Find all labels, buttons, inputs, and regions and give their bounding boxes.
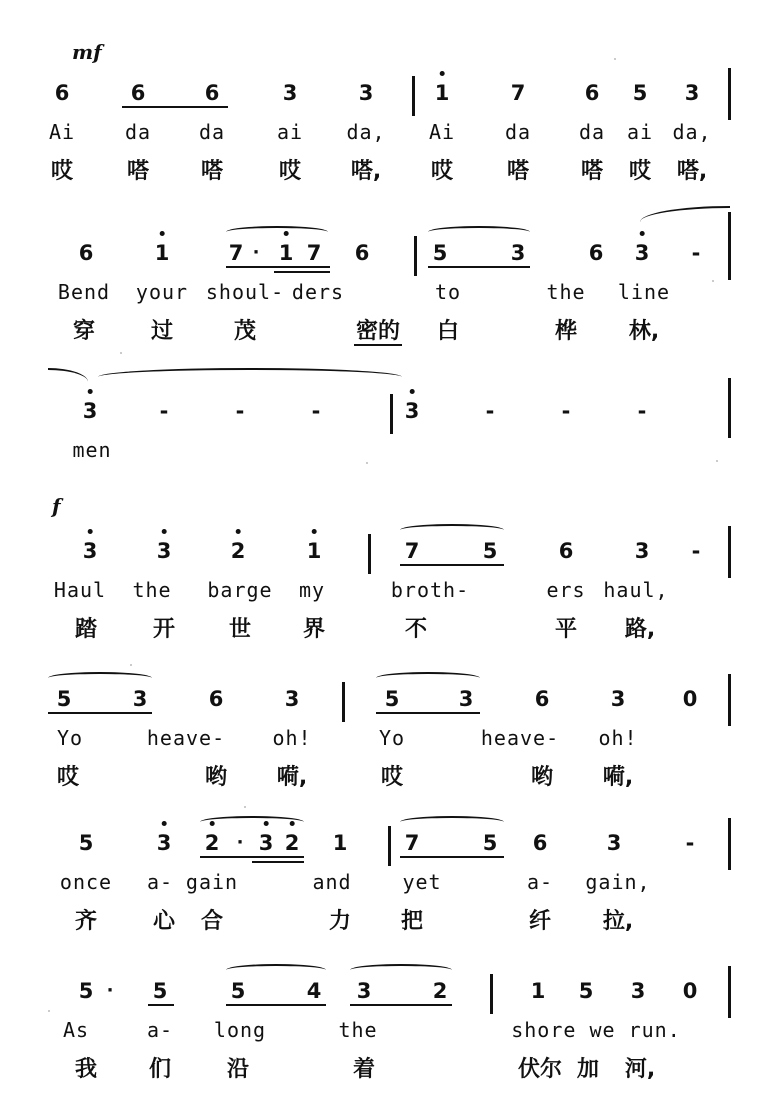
- slur: [48, 368, 88, 382]
- note: 4: [306, 979, 322, 1003]
- note: 5: [152, 979, 168, 1003]
- beam-underline: [350, 1004, 452, 1006]
- note: 5: [384, 687, 400, 711]
- note: 3: [635, 240, 650, 266]
- note: 1: [155, 240, 170, 266]
- lyric-zh: 嗬,: [602, 765, 634, 790]
- lyric-en: da: [124, 120, 152, 144]
- lyric-zh: 沿: [226, 1057, 250, 1082]
- note: 3: [157, 830, 172, 856]
- dynamic-mf: mf: [72, 40, 102, 64]
- slur: [400, 816, 504, 828]
- note: 1: [435, 80, 450, 106]
- note: 2: [285, 830, 300, 856]
- augmentation-dot: ·: [252, 242, 260, 263]
- note: 1: [279, 240, 294, 266]
- barline: [728, 674, 731, 726]
- lyric-zh: 哎: [56, 765, 80, 790]
- barline: [728, 526, 731, 578]
- lyric-zh: 穿: [72, 319, 96, 344]
- slur: [428, 226, 530, 238]
- note: 3: [356, 979, 372, 1003]
- lyric-en: oh!: [272, 726, 312, 750]
- note: 3: [284, 687, 300, 711]
- lyric-zh: 哟: [530, 765, 554, 790]
- lyric-en: Yo: [56, 726, 84, 750]
- lyric-en: and: [312, 870, 352, 894]
- lyric-zh: 我: [74, 1057, 98, 1082]
- dash-note: -: [311, 399, 321, 423]
- lyric-en: long: [213, 1018, 267, 1042]
- note: 5: [632, 81, 648, 105]
- lyric-zh: 纤: [528, 909, 552, 934]
- note: 3: [157, 538, 172, 564]
- note: 6: [54, 81, 70, 105]
- octave-dot: [162, 821, 167, 826]
- scan-speck: [120, 352, 122, 354]
- note: 1: [332, 831, 348, 855]
- dash-note: -: [637, 399, 647, 423]
- dash-note: -: [485, 399, 495, 423]
- lyric-zh: 平: [554, 617, 578, 642]
- lyric-en: ai: [276, 120, 304, 144]
- octave-dot: [640, 231, 645, 236]
- lyric-en: da: [198, 120, 226, 144]
- lyric-en: a-: [146, 1018, 174, 1042]
- beam-underline-double: [252, 861, 304, 863]
- note: 6: [558, 539, 574, 563]
- note: 6: [532, 831, 548, 855]
- note: 3: [405, 398, 420, 424]
- note: 5: [230, 979, 246, 1003]
- lyric-en: Bend: [57, 280, 111, 304]
- dash-note: -: [691, 539, 701, 563]
- lyric-zh: 嗒: [126, 159, 150, 184]
- scan-speck: [244, 806, 246, 808]
- lyric-en: da: [504, 120, 532, 144]
- beam-underline-double: [274, 271, 330, 273]
- octave-dot: [290, 821, 295, 826]
- lyric-en: Ai: [48, 120, 76, 144]
- beam-underline: [226, 266, 330, 268]
- barline: [728, 68, 731, 120]
- lyric-zh: 过: [150, 319, 174, 344]
- note: 3: [684, 81, 700, 105]
- lyric-en: da,: [672, 120, 712, 144]
- lyric-zh: 嗬,: [276, 765, 308, 790]
- slur: [376, 672, 480, 684]
- octave-dot: [236, 529, 241, 534]
- rest-note: 0: [682, 687, 698, 711]
- note: 3: [132, 687, 148, 711]
- note: 7: [404, 831, 420, 855]
- lyric-zh: 嗒: [506, 159, 530, 184]
- lyric-en: shoul-: [205, 280, 285, 304]
- lyric-zh: 力: [328, 909, 352, 934]
- note: 6: [208, 687, 224, 711]
- lyric-zh: 拉,: [602, 909, 634, 934]
- octave-dot: [88, 389, 93, 394]
- note: 3: [606, 831, 622, 855]
- octave-dot: [284, 231, 289, 236]
- lyric-zh: 哎: [628, 159, 652, 184]
- lyric-zh: 哎: [278, 159, 302, 184]
- lyric-zh: 桦: [554, 319, 578, 344]
- dynamic-f: f: [52, 494, 61, 518]
- barline: [728, 818, 731, 870]
- lyric-zh: 齐: [74, 909, 98, 934]
- lyric-zh: 路,: [624, 617, 656, 642]
- barline: [342, 682, 345, 722]
- dash-note: -: [159, 399, 169, 423]
- note: 5: [482, 831, 498, 855]
- note: 5: [78, 831, 94, 855]
- lyric-en: once: [59, 870, 113, 894]
- octave-dot: [410, 389, 415, 394]
- lyric-en: heave-: [480, 726, 560, 750]
- lyric-en: oh!: [598, 726, 638, 750]
- octave-dot: [160, 231, 165, 236]
- scan-speck: [712, 280, 714, 282]
- lyric-zh: 不: [404, 617, 428, 642]
- barline: [388, 826, 391, 866]
- barline: [728, 212, 731, 280]
- lyric-en: da: [578, 120, 606, 144]
- lyric-zh: 们: [148, 1057, 172, 1082]
- note: 3: [458, 687, 474, 711]
- lyric-en: to: [434, 280, 462, 304]
- slur: [350, 964, 452, 976]
- lyric-zh: 嗒: [580, 159, 604, 184]
- lyric-en: ers: [546, 578, 586, 602]
- lyric-en: a-: [526, 870, 554, 894]
- lyric-en: the: [338, 1018, 378, 1042]
- beam-underline: [122, 106, 228, 108]
- note: 1: [307, 538, 322, 564]
- lyric-en: shore we run.: [511, 1018, 681, 1042]
- lyric-zh: 开: [152, 617, 176, 642]
- lyric-en: barge: [207, 578, 273, 602]
- barline: [390, 394, 393, 434]
- lyric-zh: 哎: [380, 765, 404, 790]
- dash-note: -: [691, 241, 701, 265]
- dash-note: -: [235, 399, 245, 423]
- note: 3: [510, 241, 526, 265]
- note: 3: [634, 539, 650, 563]
- lyric-en: a-: [146, 870, 174, 894]
- lyric-zh: 世: [228, 617, 252, 642]
- note: 6: [534, 687, 550, 711]
- dash-note: -: [685, 831, 695, 855]
- note: 7: [404, 539, 420, 563]
- lyric-en: your: [135, 280, 189, 304]
- lyric-zh: 界: [302, 617, 326, 642]
- beam-underline: [48, 712, 152, 714]
- augmentation-dot: ·: [236, 832, 244, 853]
- note: 3: [610, 687, 626, 711]
- octave-dot: [162, 529, 167, 534]
- lyric-en: ders: [291, 280, 345, 304]
- note: 3: [83, 398, 98, 424]
- lyric-zh: 嗒,: [350, 159, 382, 184]
- scan-speck: [48, 1010, 50, 1012]
- lyric-en: gain: [185, 870, 239, 894]
- lyric-en: Haul: [53, 578, 107, 602]
- lyric-en: heave-: [146, 726, 226, 750]
- scan-speck: [130, 664, 132, 666]
- lyric-en: As: [62, 1018, 90, 1042]
- lyric-zh: 河,: [624, 1057, 656, 1082]
- note: 2: [205, 830, 220, 856]
- lyric-zh: 密的: [355, 319, 401, 344]
- note: 3: [358, 81, 374, 105]
- lyric-zh: 白: [436, 319, 460, 344]
- scan-speck: [366, 462, 368, 464]
- rest-note: 0: [682, 979, 698, 1003]
- slur: [200, 816, 304, 828]
- slur: [400, 524, 504, 536]
- note: 7: [306, 241, 322, 265]
- note: 6: [354, 241, 370, 265]
- note: 2: [231, 538, 246, 564]
- lyric-en: Ai: [428, 120, 456, 144]
- lyric-zh: 合: [200, 909, 224, 934]
- lyric-zh: 加: [576, 1057, 600, 1082]
- beam-underline: [400, 856, 504, 858]
- octave-dot: [88, 529, 93, 534]
- note: 6: [584, 81, 600, 105]
- lyric-en: haul,: [603, 578, 669, 602]
- slur: [226, 964, 326, 976]
- lyric-zh: 茂: [233, 319, 257, 344]
- scan-speck: [716, 460, 718, 462]
- lyric-en: broth-: [390, 578, 470, 602]
- lyric-zh: 林,: [628, 319, 660, 344]
- lyric-en: men: [72, 438, 112, 462]
- lyric-en: da,: [346, 120, 386, 144]
- barline: [728, 378, 731, 438]
- note: 5: [578, 979, 594, 1003]
- note: 7: [510, 81, 526, 105]
- slur: [48, 672, 152, 684]
- note: 5: [432, 241, 448, 265]
- barline: [368, 534, 371, 574]
- lyric-zh: 嗒,: [676, 159, 708, 184]
- beam-underline: [376, 712, 480, 714]
- barline: [728, 966, 731, 1018]
- octave-dot: [210, 821, 215, 826]
- lyric-en: gain,: [585, 870, 651, 894]
- note: 5: [56, 687, 72, 711]
- note: 6: [130, 81, 146, 105]
- lyric-zh: 哎: [50, 159, 74, 184]
- octave-dot: [312, 529, 317, 534]
- octave-dot: [264, 821, 269, 826]
- note: 5: [78, 979, 94, 1003]
- slur: [226, 226, 328, 238]
- note: 3: [83, 538, 98, 564]
- augmentation-dot: ·: [106, 980, 114, 1001]
- beam-underline: [148, 1004, 174, 1006]
- lyric-zh: 把: [400, 909, 424, 934]
- note: 6: [78, 241, 94, 265]
- note: 2: [432, 979, 448, 1003]
- note: 5: [482, 539, 498, 563]
- note: 6: [588, 241, 604, 265]
- beam-underline: [200, 856, 304, 858]
- lyric-en: the: [132, 578, 172, 602]
- lyric-en: line: [617, 280, 671, 304]
- note: 7: [228, 241, 244, 265]
- lyric-zh: 哎: [430, 159, 454, 184]
- dash-note: -: [561, 399, 571, 423]
- lyric-zh: 踏: [74, 617, 98, 642]
- barline: [412, 76, 415, 116]
- lyric-zh: 嗒: [200, 159, 224, 184]
- lyric-zh: 心: [152, 909, 176, 934]
- barline: [490, 974, 493, 1014]
- note: 3: [282, 81, 298, 105]
- lyric-en: my: [298, 578, 326, 602]
- beam-underline: [428, 266, 530, 268]
- slur: [640, 206, 730, 222]
- scan-speck: [614, 58, 616, 60]
- note: 3: [259, 830, 274, 856]
- barline: [414, 236, 417, 276]
- lyric-en: Yo: [378, 726, 406, 750]
- beam-underline: [226, 1004, 326, 1006]
- note: 3: [630, 979, 646, 1003]
- slur: [98, 368, 402, 386]
- beam-underline: [400, 564, 504, 566]
- lyric-zh: 着: [352, 1057, 376, 1082]
- octave-dot: [440, 71, 445, 76]
- lyric-zh: 伏尔: [517, 1057, 563, 1082]
- lyric-en: ai: [626, 120, 654, 144]
- note: 1: [530, 979, 546, 1003]
- note: 6: [204, 81, 220, 105]
- lyric-en: the: [546, 280, 586, 304]
- lyric-zh: 哟: [204, 765, 228, 790]
- lyric-en: yet: [402, 870, 442, 894]
